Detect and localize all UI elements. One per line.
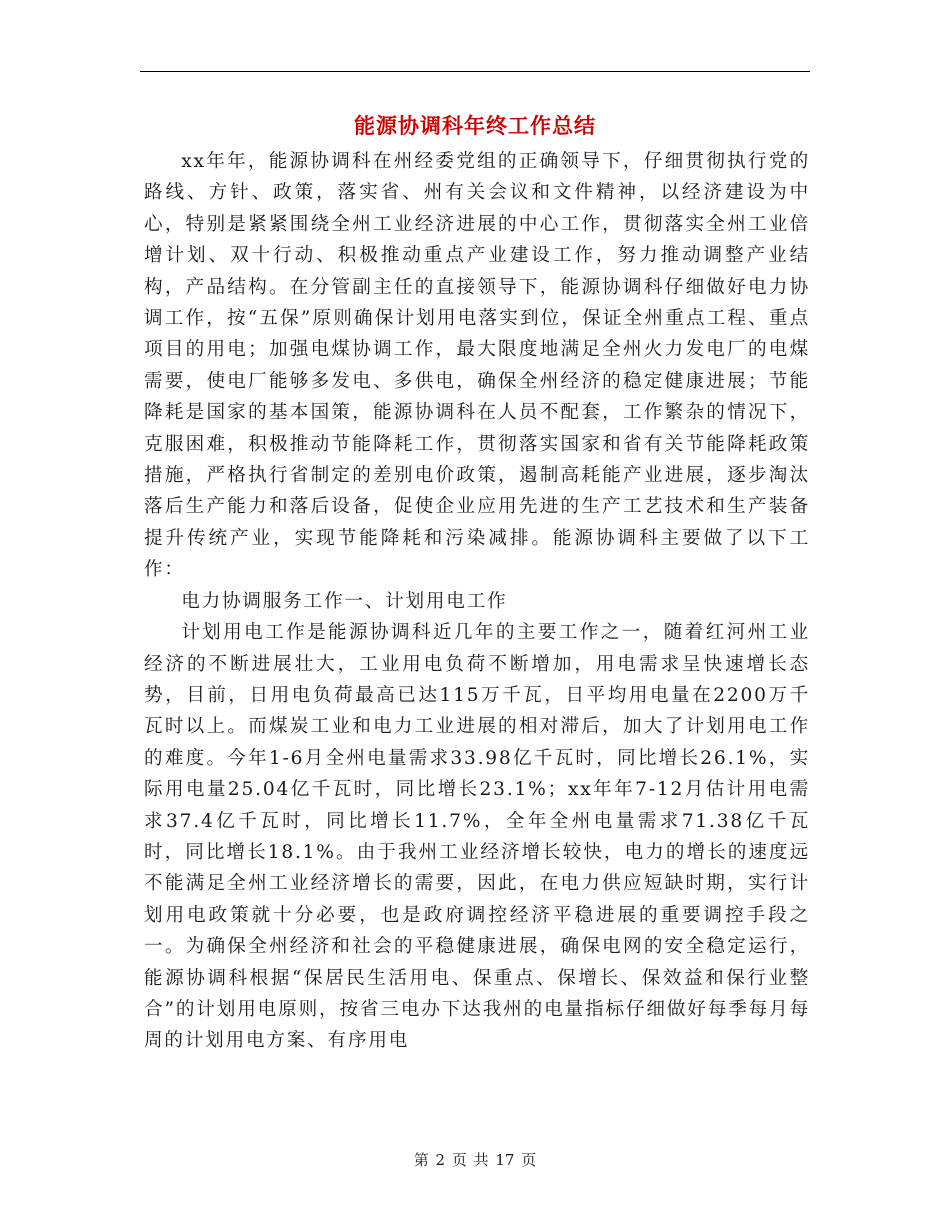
page-number: 第 2 页 共 17 页 [413,1151,537,1169]
section-heading: 电力协调服务工作一、计划用电工作 [181,590,508,612]
header-rule [140,71,810,72]
document-title: 能源协调科年终工作总结 [354,114,596,138]
paragraph-intro: xx年年，能源协调科在州经委党组的正确领导下，仔细贯彻执行党的路线、方针、政策，落实省、州有关会议和文件精神，以经济建设为中心，特别是紧紧围绕全州工业经济进展的中心工作，贯彻落实全州工业倍增计划、双十行动、积极推动重点产业建设工作，努力推动调整产业结构，产品结构。在分管副主任的直接领导下，能源协调科仔细做好电力协调工作，按“五保”原则确保计划用电落实到位，保证全州重点工程、重点项目的用电；加强电煤协调工作，最大限度地满足全州火力发电厂的电煤需要，使电厂能够多发电、多供电，确保全州经济的稳定健康进展；节能降耗是国家的基本国策，能源协调科在人员不配套，工作繁杂的情况下，克服困难，积极推动节能降耗工作，贯彻落实国家和省有关节能降耗政策措施，严格执行省制定的差别电价政策，遏制高耗能产业进展，逐步淘汰落后生产能力和落后设备，促使企业应用先进的生产工艺技术和生产装备提升传统产业，实现节能降耗和污染减排。能源协调科主要做了以下工作： [144,151,810,581]
paragraph-planned-power: 计划用电工作是能源协调科近几年的主要工作之一，随着红河州工业经济的不断进展壮大，工业用电负荷不断增加，用电需求呈快速增长态势，目前，日用电负荷最高已达115万千瓦，日平均用电量在2200万千瓦时以上。而煤炭工业和电力工业进展的相对滞后，加大了计划用电工作的难度。今年1-6月全州电量需求33.98亿千瓦时，同比增长26.1%，实际用电量25.04亿千瓦时，同比增长23.1%；xx年年7-12月估计用电需求37.4亿千瓦时，同比增长11.7%，全年全州电量需求71.38亿千瓦时，同比增长18.1%。由于我州工业经济增长较快，电力的增长的速度远不能满足全州工业经济增长的需要，因此，在电力供应短缺时期，实行计划用电政策就十分必要，也是政府调控经济平稳进展的重要调控手段之一。为确保全州经济和社会的平稳健康进展，确保电网的安全稳定运行，能源协调科根据“保居民生活用电、保重点、保增长、保效益和保行业整合”的计划用电原则，按省三电办下达我州的电量指标仔细做好每季每月每周的计划用电方案、有序用电 [144,622,810,1052]
document-body [144,146,810,1057]
